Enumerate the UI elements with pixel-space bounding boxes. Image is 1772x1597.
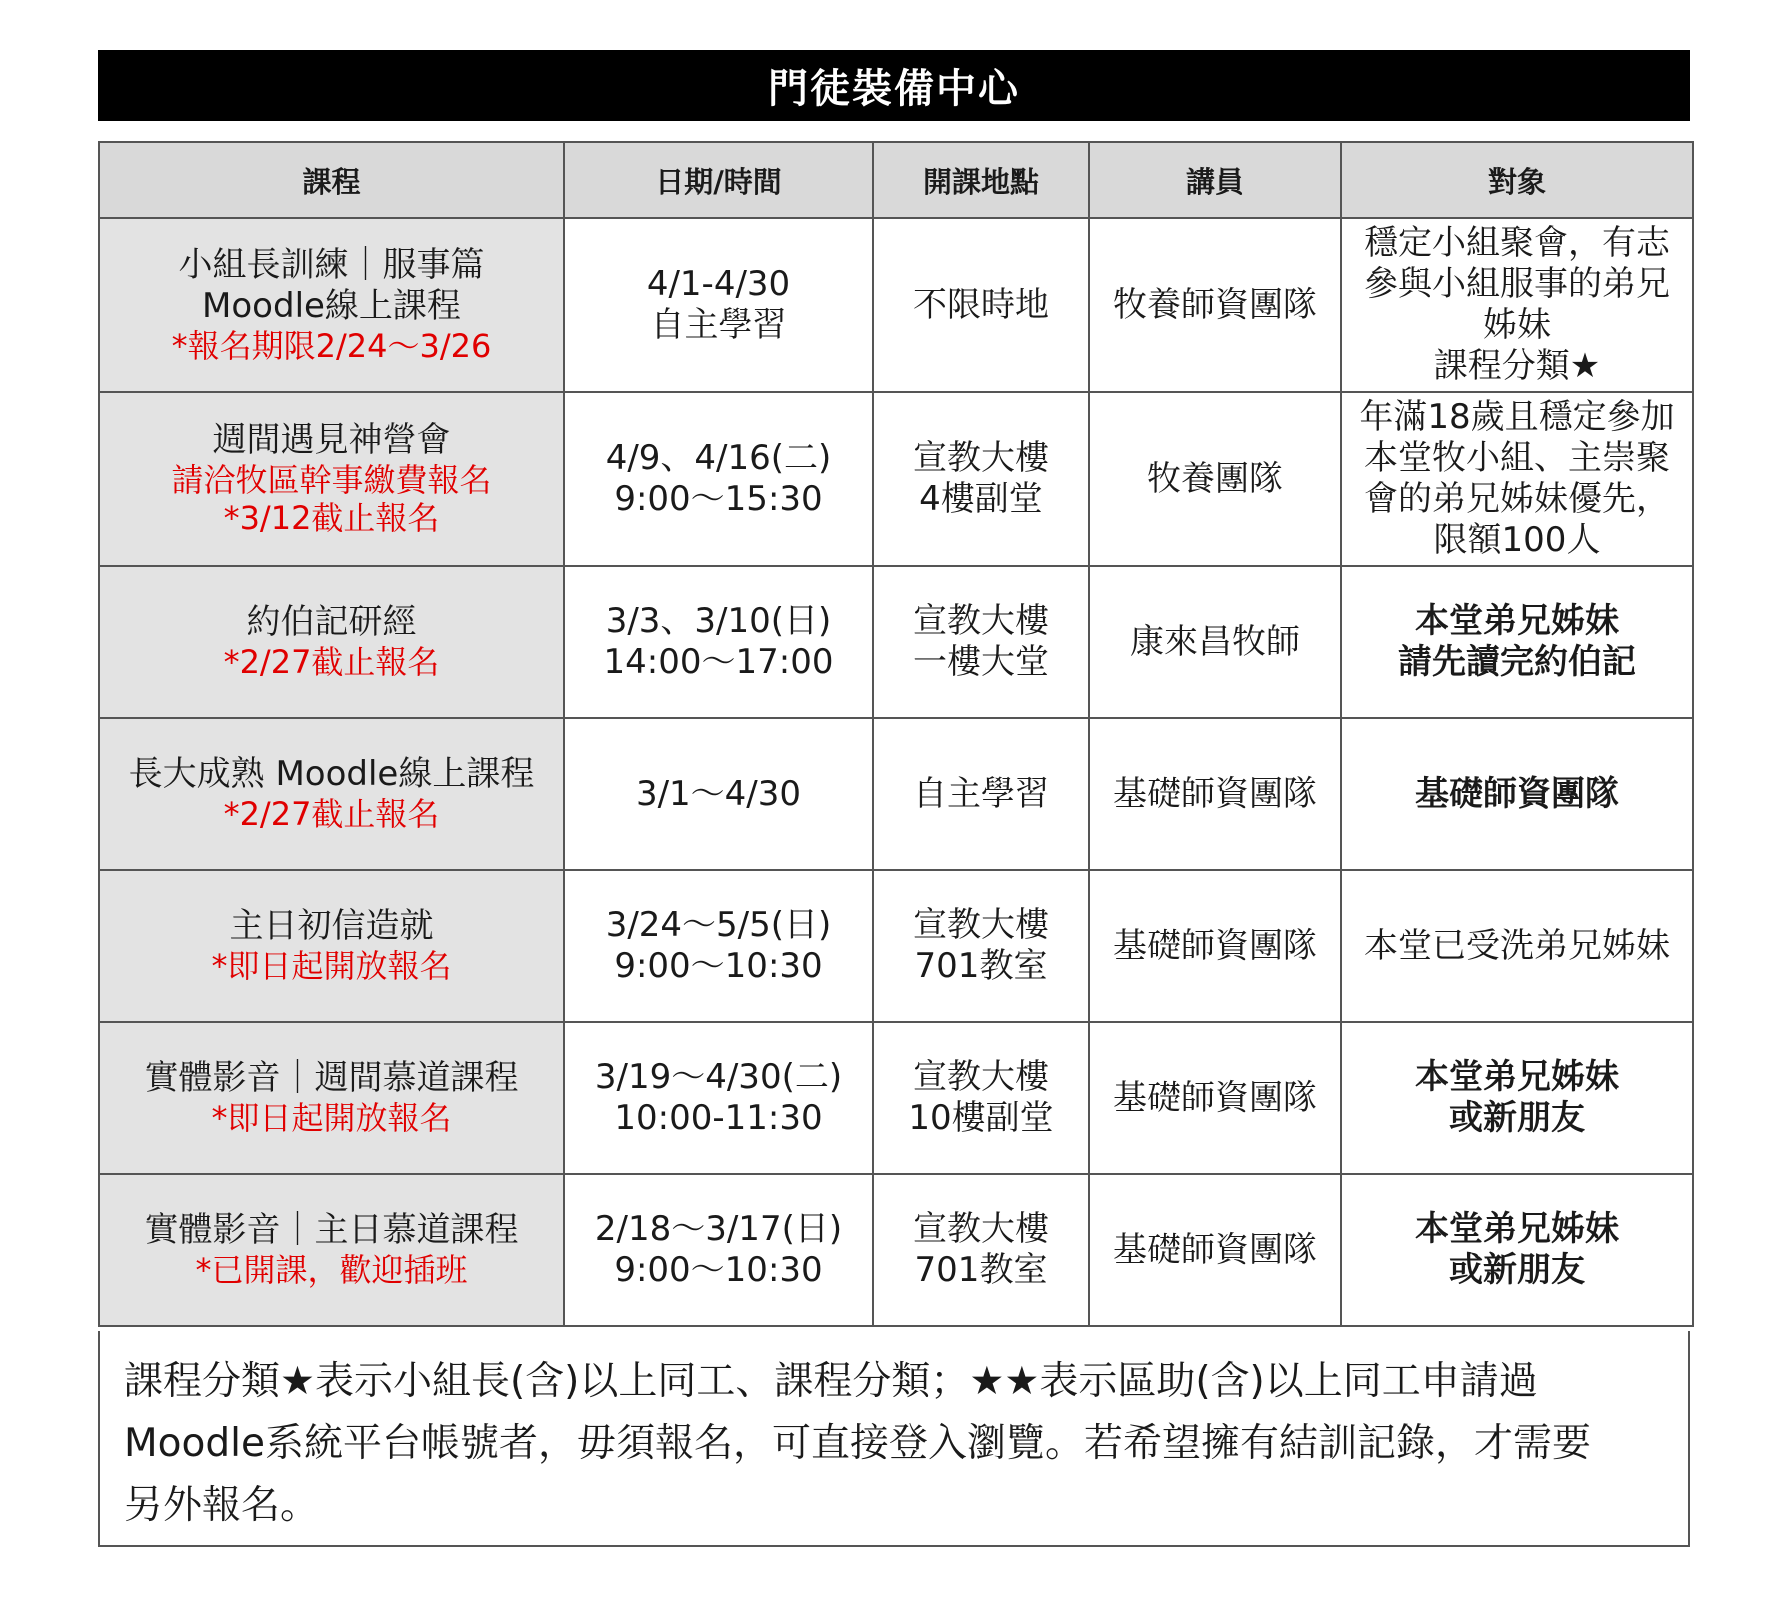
registration-note: *2/27截止報名 [223,643,440,682]
date-cell [564,566,873,718]
place-text: 宣教大樓 [913,905,1049,946]
target-text: 會的弟兄姊妹優先， [1364,479,1670,519]
course-name: 主日初信造就 [229,906,434,947]
registration-note: *即日起開放報名 [211,947,452,986]
date-text: 4/9、4/16(二) [605,438,832,479]
place-text: 宣教大樓 [913,601,1049,642]
place-cell [873,218,1089,392]
place-cell [873,718,1089,870]
registration-note: *即日起開放報名 [211,1099,452,1138]
place-cell [873,870,1089,1022]
target-cell [1341,870,1693,1022]
footnote-line: 課程分類★表示小組長(含)以上同工、課程分類；★★表示區助(含)以上同工申請過 [124,1359,1538,1404]
course-name: 長大成熟 Moodle線上課程 [128,754,535,795]
date-text: 4/1-4/30 [646,264,791,305]
target-cell [1341,718,1693,870]
header-date: 日期/時間 [564,142,873,218]
time-text: 10:00-11:30 [614,1098,823,1138]
target-text: 或新朋友 [1449,1098,1585,1138]
date-text: 3/1～4/30 [635,773,802,814]
course-name: Moodle線上課程 [202,285,461,326]
speaker-cell: 基礎師資團隊 [1089,1022,1341,1174]
target-text: 本堂弟兄姊妹 [1415,601,1619,642]
place-cell [873,1022,1089,1174]
header-place: 開課地點 [873,142,1089,218]
target-text: 穩定小組聚會，有志 [1364,223,1670,264]
time-text: 9:00～10:30 [614,1250,823,1290]
target-text: 本堂已受洗弟兄姊妹 [1364,925,1670,966]
table-row [99,566,1693,718]
date-text: 2/18～3/17(日) [594,1209,843,1250]
speaker-cell: 康來昌牧師 [1089,566,1341,718]
footnote [98,1331,1690,1547]
course-name: 小組長訓練｜服事篇 [178,245,485,285]
target-text: 課程分類★ [1433,345,1601,386]
course-schedule-table [98,141,1694,1327]
place-text: 一樓大堂 [913,642,1049,682]
target-text: 限額100人 [1433,519,1601,560]
course-cell [99,718,564,870]
registration-deadline: *3/12截止報名 [223,499,440,538]
date-cell [564,1022,873,1174]
table-row [99,870,1693,1022]
table-header-row [99,142,1693,218]
registration-note: *2/27截止報名 [223,795,440,834]
target-text: 本堂弟兄姊妹 [1415,1209,1619,1250]
place-cell [873,566,1089,718]
page-title: 門徒裝備中心 [98,50,1690,121]
time-text: 9:00～15:30 [614,479,823,519]
target-text: 請先讀完約伯記 [1398,642,1636,682]
place-cell [873,1174,1089,1326]
date-text: 3/24～5/5(日) [605,905,832,946]
place-text: 自主學習 [913,773,1049,814]
date-text: 3/3、3/10(日) [605,601,832,642]
speaker-cell: 基礎師資團隊 [1089,870,1341,1022]
target-text: 參與小組服事的弟兄 [1364,264,1670,305]
course-name: 實體影音｜主日慕道課程 [144,1210,519,1251]
footnote-line: Moodle系統平台帳號者，毋須報名，可直接登入瀏覽。若希望擁有結訓記錄，才需要 [124,1421,1591,1466]
target-text: 或新朋友 [1449,1250,1585,1290]
footnote-line: 另外報名。 [124,1483,320,1528]
registration-note: 請洽牧區幹事繳費報名 [171,461,492,499]
speaker-cell: 基礎師資團隊 [1089,718,1341,870]
target-cell [1341,1174,1693,1326]
course-cell [99,1174,564,1326]
header-target: 對象 [1341,142,1693,218]
time-text: 14:00～17:00 [603,642,834,682]
date-cell [564,1174,873,1326]
course-cell [99,392,564,566]
place-text: 宣教大樓 [913,438,1049,479]
table-row [99,718,1693,870]
target-cell [1341,566,1693,718]
course-cell [99,870,564,1022]
course-name: 約伯記研經 [246,602,417,643]
table-row [99,218,1693,392]
speaker-cell: 牧養師資團隊 [1089,218,1341,392]
date-cell [564,392,873,566]
target-text: 本堂弟兄姊妹 [1415,1057,1619,1098]
date-cell [564,218,873,392]
place-text: 4樓副堂 [919,479,1043,519]
target-text: 基礎師資團隊 [1415,773,1619,814]
target-cell [1341,392,1693,566]
date-cell [564,718,873,870]
course-name: 實體影音｜週間慕道課程 [144,1058,519,1099]
course-cell [99,218,564,392]
place-text: 701教室 [914,946,1048,986]
target-text: 本堂牧小組、主崇聚 [1364,438,1670,479]
date-text: 3/19～4/30(二) [594,1057,843,1098]
table-row [99,1022,1693,1174]
target-text: 年滿18歲且穩定參加 [1359,397,1675,438]
target-cell [1341,218,1693,392]
time-text: 9:00～10:30 [614,946,823,986]
registration-note: *已開課，歡迎插班 [195,1251,468,1290]
place-text: 701教室 [914,1250,1048,1290]
header-speaker: 講員 [1089,142,1341,218]
place-text: 宣教大樓 [913,1209,1049,1250]
course-cell [99,1022,564,1174]
place-text: 不限時地 [913,284,1049,325]
header-course: 課程 [99,142,564,218]
course-cell [99,566,564,718]
place-text: 宣教大樓 [913,1057,1049,1098]
table-row [99,392,1693,566]
course-name: 週間遇見神營會 [212,420,451,461]
place-cell [873,392,1089,566]
target-text: 姊妹 [1483,305,1551,345]
speaker-cell: 基礎師資團隊 [1089,1174,1341,1326]
target-cell [1341,1022,1693,1174]
table-row [99,1174,1693,1326]
time-text: 自主學習 [650,305,787,345]
place-text: 10樓副堂 [908,1098,1054,1138]
registration-note: *報名期限2/24～3/26 [171,326,492,365]
date-cell [564,870,873,1022]
speaker-cell: 牧養團隊 [1089,392,1341,566]
